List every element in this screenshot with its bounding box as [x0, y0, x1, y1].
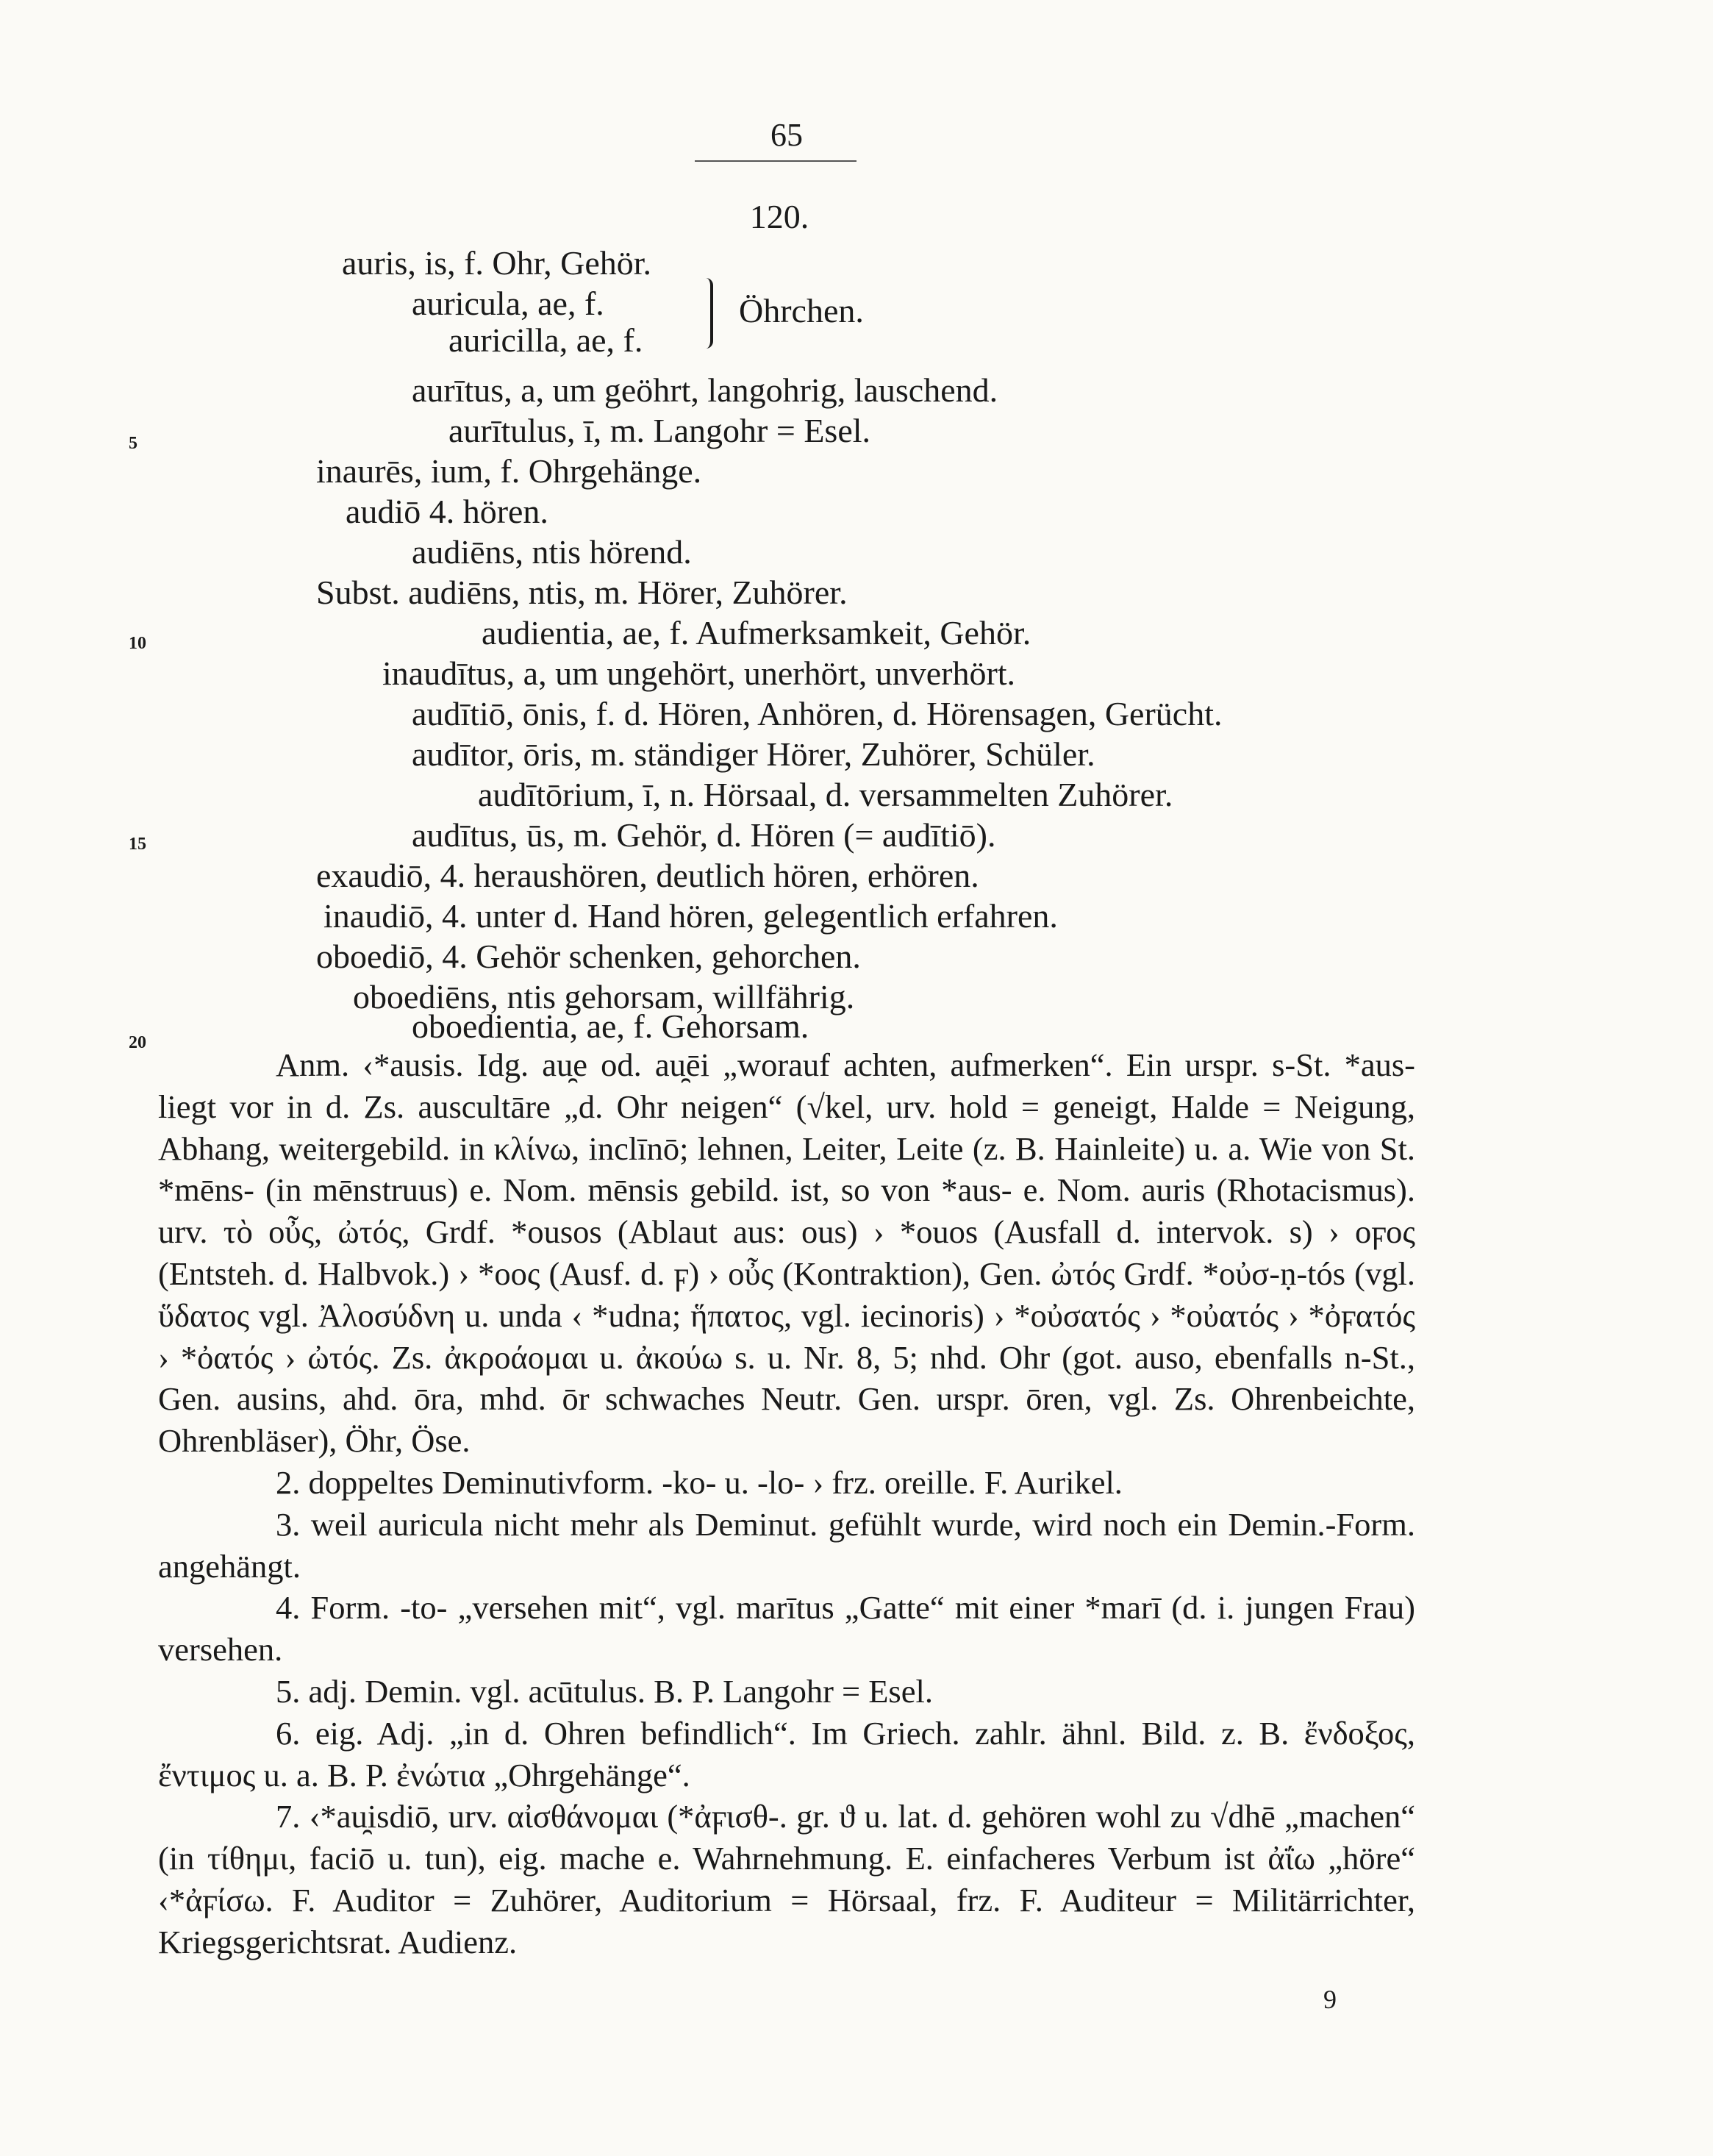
entry-auricula: auricula, ae, f. [412, 285, 604, 322]
entry-auditor: audītor, ōris, m. ständiger Hörer, Zuhörer, Schüler. [412, 735, 1095, 773]
note-3: 3. weil auricula nicht mehr als Deminut. gefühlt wurde, wird noch ein Demin.-Form. angehängt. [158, 1505, 1415, 1585]
note-2: 2. doppeltes Deminutivform. -ko- u. -lo- › frz. oreille. F. Aurikel. [276, 1463, 1123, 1501]
brace [697, 278, 713, 349]
entry-audio: audiō 4. hören. [346, 493, 548, 530]
line-number-5: 5 [129, 434, 137, 453]
entry-auris: auris, is, f. Ohr, Gehör. [342, 244, 652, 282]
note-5: 5. adj. Demin. vgl. acūtulus. B. P. Langohr = Esel. [276, 1672, 933, 1710]
line-number-15: 15 [129, 835, 146, 854]
entry-auditus: audītus, ūs, m. Gehör, d. Hören (= audītiō). [412, 816, 996, 854]
entry-inaudio: inaudiō, 4. unter d. Hand hören, gelegentlich erfahren. [323, 897, 1058, 935]
entry-auritulus: aurītulus, ī, m. Langohr = Esel. [448, 412, 871, 449]
sheet-signature: 9 [1323, 1985, 1337, 2014]
entry-subst-audiens: Subst. audiēns, ntis, m. Hörer, Zuhörer. [316, 574, 848, 611]
page-number: 65 [770, 117, 803, 153]
note-anm: Anm. ‹*ausis. Idg. au̯e od. au̯ēi „worauf achten, aufmerken“. Ein urspr. s-St. *aus- liegt vor in d. Zs. auscultāre „d. Ohr neigen“ (√kel, urv. hold = geneigt, Halde = Neigung, Abhang, weitergebild. in κλίνω, inclīnō; lehnen, Leiter, Leite (z. B. Hainleite) u. a. Wie von St. *mēns- (in mēnstruus) e. Nom. mēnsis gebild. ist, so von *aus- e. Nom. auris (Rhotacismus). urv. τὸ οὖς, ὠτός, Grdf. *ousos (Ablaut aus: ous) › *ouos (Ausfall d. intervok. s) › oϝος (Entsteh. d. Halbvok.) › *οος (Ausf. d. ϝ) › οὖς (Kontraktion), Gen. ὠτός Grdf. *οὐσ-ṇ-tós (vgl. ὕδατος vgl. Ἀλοσύδνη u. unda ‹ *udna; ἥπατος, vgl. iecinoris) › *οὐσατός › *οὐατός › *ὀϝατός › *ὀατός › ὠτός. Zs. ἀκροάομαι u. ἀκούω s. u. Nr. 8, 5; nhd. Ohr (got. auso, ebenfalls n-St., Gen. ausins, ahd. ōra, mhd. ōr schwaches Neutr. Gen. urspr. ōren, vgl. Zs. Ohrenbeichte, Ohrenbläser), Öhr, Öse. [158, 1046, 1415, 1460]
entry-auditorium: audītōrium, ī, n. Hörsaal, d. versammelten Zuhörer. [478, 776, 1173, 813]
entry-auritus: aurītus, a, um geöhrt, langohrig, lauschend. [412, 371, 998, 409]
entry-auditio: audītiō, ōnis, f. d. Hören, Anhören, d. Hörensagen, Gerücht. [412, 695, 1223, 732]
entry-inaures: inaurēs, ium, f. Ohrgehänge. [316, 452, 702, 490]
note-7: 7. ‹*au̯isdiō, urv. αἰσθάνομαι (*ἀϝισθ-. gr. ϑ u. lat. d. gehören wohl zu √dhē „machen“ (in τίθημι, faciō u. tun), eig. mache e. Wahrnehmung. E. einfacheres Verbum ist ἀΐω „höre“ ‹*ἀϝίσω. F. Auditor = Zuhörer, Auditorium = Hörsaal, frz. F. Auditeur = Militärrichter, Kriegsgerichtsrat. Audienz. [158, 1798, 1415, 1960]
line-number-20: 20 [129, 1033, 146, 1052]
entry-exaudio: exaudiō, 4. heraushören, deutlich hören, erhören. [316, 857, 979, 894]
entry-inauditus: inaudītus, a, um ungehört, unerhört, unverhört. [382, 654, 1016, 692]
entry-audiens: audiēns, ntis hörend. [412, 533, 692, 571]
section-number: 120. [749, 198, 809, 235]
annotations [158, 1044, 1415, 1963]
brace-label: Öhrchen. [739, 292, 864, 329]
header-rule [695, 160, 856, 162]
entry-oboediens: oboediēns, ntis gehorsam, willfährig. [353, 978, 855, 1015]
note-4: 4. Form. -to- „versehen mit“, vgl. marītus „Gatte“ mit einer *marī (d. i. jungen Frau) versehen. [158, 1589, 1415, 1668]
note-6: 6. eig. Adj. „in d. Ohren befindlich“. Im Griech. zahlr. ähnl. Bild. z. B. ἔνδοξος, ἔντιμος u. a. B. P. ἐνώτια „Ohrgehänge“. [158, 1714, 1415, 1793]
entry-oboedientia: oboedientia, ae, f. Gehorsam. [412, 1007, 809, 1045]
entry-audientia: audientia, ae, f. Aufmerksamkeit, Gehör. [482, 614, 1031, 652]
entry-auricilla: auricilla, ae, f. [448, 321, 643, 359]
entry-oboedio: oboediō, 4. Gehör schenken, gehorchen. [316, 938, 861, 975]
line-number-10: 10 [129, 634, 146, 653]
